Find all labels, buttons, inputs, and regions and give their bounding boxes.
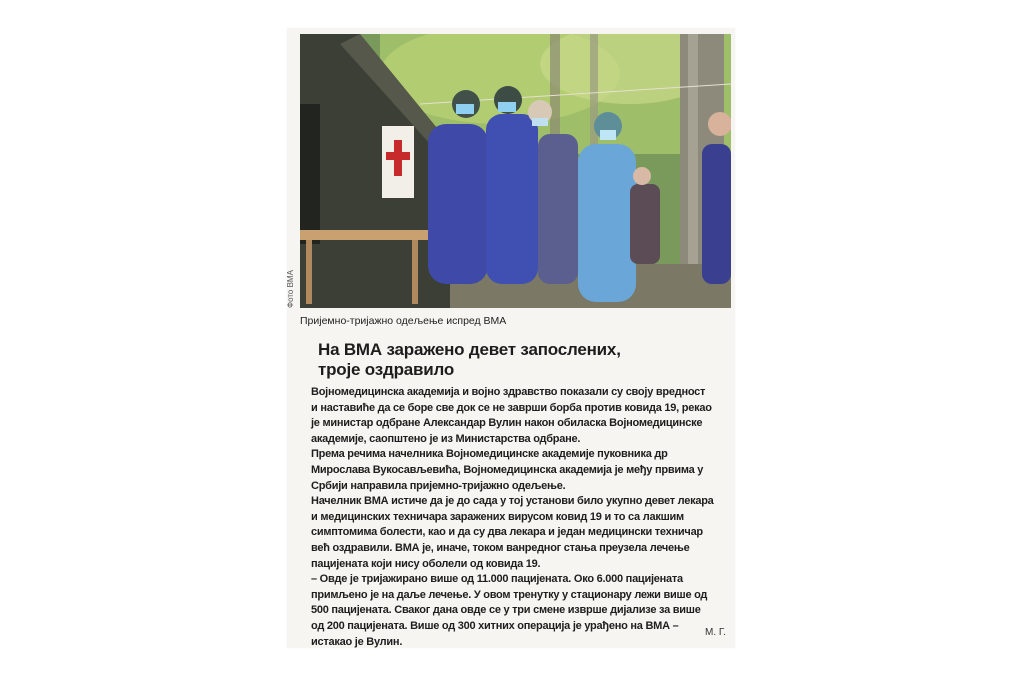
- body-line: примљено је на даље лечење. У овом тренутку у стационару лежи више од: [311, 588, 708, 601]
- body-line: од 200 пацијената. Више од 300 хитних операција је урађено на ВМА –: [311, 619, 679, 632]
- body-line: је министар одбране Александар Вулин након обиласка Војномедицинске: [311, 417, 703, 430]
- body-line: и наставиће да се боре све док се не заврши борба против ковида 19, рекао: [311, 401, 712, 414]
- body-line: пацијената који нису оболели од ковида 19.: [311, 557, 541, 570]
- body-line: академије, саопштено је из Министарства одбране.: [311, 432, 581, 445]
- body-line: симптомима болести, као и да су два лекара и један медицински техничар: [311, 526, 703, 539]
- article-photo: [300, 34, 731, 308]
- article-body: [311, 385, 731, 650]
- photo-caption: Пријемно-тријажно одељење испред ВМА: [300, 315, 507, 327]
- headline-line-2: троје оздравило: [318, 360, 455, 379]
- body-line: Начелник ВМА истиче да је до сада у тој установи било укупно девет лекара: [311, 495, 714, 508]
- body-line: – Овде је тријажирано више од 11.000 пацијената. Око 6.000 пацијената: [311, 573, 683, 586]
- body-line: и медицинских техничара заражених вирусом ковид 19 и то са лакшим: [311, 510, 684, 523]
- article-photo-illustration: [300, 34, 731, 308]
- headline-line-1: На ВМА заражено девет запослених,: [318, 340, 621, 359]
- body-line: истакао је Вулин.: [311, 635, 403, 648]
- body-line: Војномедицинска академија и војно здравство показали су своју вредност: [311, 386, 706, 398]
- author-initials: М. Г.: [705, 627, 726, 638]
- body-line: Према речима начелника Војномедицинске академије пуковника др: [311, 448, 668, 461]
- body-line: Србији направила пријемно-тријажно одељење.: [311, 479, 566, 492]
- body-line: Мирослава Вукосављевића, Војномедицинска академија је међу првима у: [311, 463, 704, 476]
- body-line: 500 пацијената. Сваког дана овде се у три смене изврше дијализе за више: [311, 604, 701, 617]
- body-line: већ оздравили. ВМА је, иначе, током ванредног стања преузела лечење: [311, 541, 690, 554]
- article-headline: [318, 340, 698, 380]
- photo-credit: Фото ВМА: [286, 270, 295, 308]
